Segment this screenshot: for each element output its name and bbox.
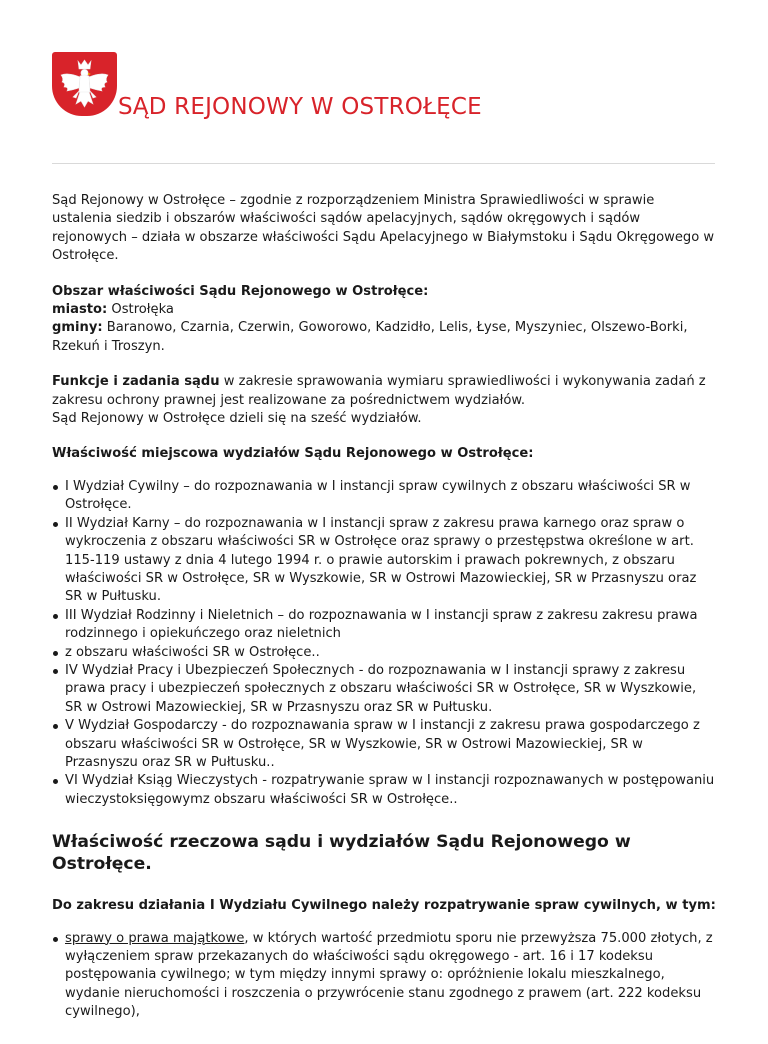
subject-matter-heading: Właściwość rzeczowa sądu i wydziałów Sądu Rejonowego w Ostrołęce.	[52, 832, 631, 875]
list-item: III Wydział Rodzinny i Nieletnich – do rozpoznawania w I instancji spraw z zakresu zakresu prawa rodzinnego i opiekuńczego oraz nieletnich	[65, 607, 716, 644]
list-item	[65, 930, 716, 1022]
intro-paragraph: Sąd Rejonowy w Ostrołęce – zgodnie z rozporządzeniem Ministra Sprawiedliwości w sprawie ustalenia siedzib i obszarów właściwości sądów apelacyjnych, sądów okręgowych i sądów rejonowych – działa w obszarze właściwości Sądu Apelacyjnego w Białymstoku i Sądu Okręgowego w Ostrołęce.	[52, 193, 715, 264]
area-heading: Obszar właściwości Sądu Rejonowego w Ostrołęce:	[52, 283, 429, 299]
article-body	[52, 192, 716, 1044]
local-jurisdiction-heading: Właściwość miejscowa wydziałów Sądu Rejonowego w Ostrołęce:	[52, 446, 534, 462]
functions-lead: Funkcje i zadania sądu	[52, 374, 220, 390]
list-item: VI Wydział Ksiąg Wieczystych - rozpatrywanie spraw w I instancji rozpoznawanych w postępowaniu wieczystoksięgowymz obszaru właściwości SR w Ostrołęce..	[65, 772, 716, 809]
page-title: SĄD REJONOWY W OSTROŁĘCE	[118, 94, 482, 120]
list-item: V Wydział Gospodarczy - do rozpoznawania spraw w I instancji z zakresu prawa gospodarczego z obszaru właściwości SR w Ostrołęce, SR w Wyszkowie, SR w Ostrowi Mazowieckiej, SR w Przasnyszu oraz SR w Pułtusku..	[65, 717, 716, 772]
city-label: miasto:	[52, 302, 108, 318]
functions-paragraph	[52, 373, 716, 428]
property-rights-text: , w których wartość przedmiotu sporu nie przewyższa 75.000 złotych, z wyłączeniem spraw przekazanych do właściwości sądu okręgowego - art. 16 i 17 kodeksu postępowania cywilnego; w tym między innymi sprawy o: opróżnienie lokalu mieszkalnego, wydanie nieruchomości i roszczenia o przywrócenie stanu zgodnego z prawem (art. 222 kodeksu cywilnego),	[65, 930, 713, 1020]
property-rights-link[interactable]: sprawy o prawa majątkowe	[65, 930, 245, 946]
divisions-list	[52, 478, 716, 809]
polish-eagle-emblem-icon	[52, 52, 117, 116]
header-divider	[52, 163, 715, 164]
list-item: IV Wydział Pracy i Ubezpieczeń Społecznych - do rozpoznawania w I instancji sprawy z zakresu prawa pracy i ubezpieczeń społecznych z obszaru właściwości SR w Ostrołęce, SR w Wyszkowie, SR w Ostrowi Mazowieckiej, SR w Przasnyszu oraz SR w Pułtusku.	[65, 662, 716, 717]
divisions-text: Sąd Rejonowy w Ostrołęce dzieli się na sześć wydziałów.	[52, 411, 422, 427]
gminy-label: gminy:	[52, 320, 103, 336]
civil-division-heading: Do zakresu działania I Wydziału Cywilnego należy rozpatrywanie spraw cywilnych, w tym:	[52, 898, 716, 914]
gminy-value: Baranowo, Czarnia, Czerwin, Goworowo, Kadzidło, Lelis, Łyse, Myszyniec, Olszewo-Borki, Rzekuń i Troszyn.	[52, 320, 688, 354]
functions-text: w zakresie sprawowania wymiaru sprawiedliwości i wykonywania zadań z zakresu ochrony prawnej jest realizowane za pośrednictwem wydziałów.	[52, 374, 706, 408]
city-value: Ostrołęka	[107, 302, 174, 318]
civil-cases-list	[52, 930, 716, 1022]
jurisdiction-area	[52, 283, 716, 357]
list-item: z obszaru właściwości SR w Ostrołęce..	[65, 644, 716, 662]
list-item: I Wydział Cywilny – do rozpoznawania w I instancji spraw cywilnych z obszaru właściwości SR w Ostrołęce.	[65, 478, 716, 515]
list-item: II Wydział Karny – do rozpoznawania w I instancji spraw z zakresu prawa karnego oraz spraw o wykroczenia z obszaru właściwości SR w Ostrołęce oraz sprawy o przestępstwa określone w art. 115-119 ustawy z dnia 4 lutego 1994 r. o prawie autorskim i prawach pokrewnych, z obszaru właściwości SR w Ostrołęce, SR w Wyszkowie, SR w Ostrowi Mazowieckiej, SR w Przasnyszu oraz SR w Pułtusku.	[65, 515, 716, 607]
page-header	[52, 52, 720, 127]
